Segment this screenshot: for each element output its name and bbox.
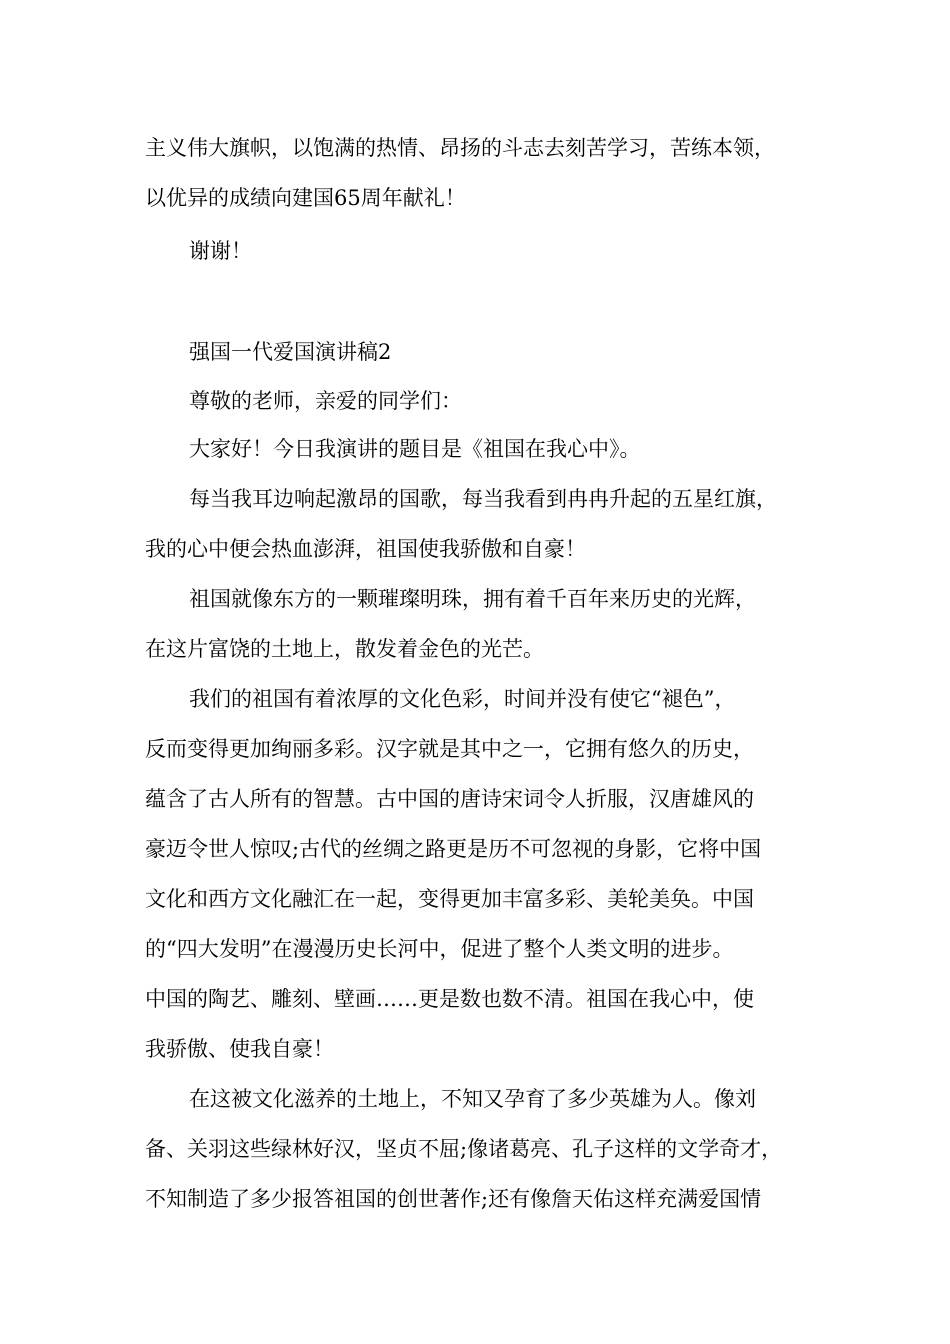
salutation [145, 376, 835, 426]
section-title [145, 327, 835, 377]
paragraph-line: 中国的陶艺、雕刻、壁画……更是数也数不清。祖国在我心中，使 [145, 987, 754, 1011]
thanks-line [145, 226, 835, 276]
paragraph-line: 不知制造了多少报答祖国的创世著作;还有像詹天佑这样充满爱国情 [145, 1187, 762, 1211]
paragraph-line: 尊敬的老师，亲爱的同学们： [189, 389, 462, 413]
paragraph-line: 备、关羽这些绿林好汉，坚贞不屈;像诸葛亮、孔子这样的文学奇才， [145, 1137, 783, 1161]
paragraph-line: 谢谢！ [189, 239, 252, 263]
paragraph-line: 祖国就像东方的一颗璀璨明珠，拥有着千百年来历史的光辉， [189, 587, 756, 611]
paragraph-line: 的“四大发明”在漫漫历史长河中，促进了整个人类文明的进步。 [145, 937, 734, 961]
paragraph-line: 蕴含了古人所有的智慧。古中国的唐诗宋词令人折服，汉唐雄风的 [145, 787, 754, 811]
paragraph-line: 我的心中便会热血澎湃，祖国使我骄傲和自豪！ [145, 537, 586, 561]
pearl-paragraph [145, 574, 835, 674]
paragraph-line: 反而变得更加绚丽多彩。汉字就是其中之一，它拥有悠久的历史， [145, 737, 754, 761]
paragraph-line: 在这片富饶的土地上，散发着金色的光芒。 [145, 637, 544, 661]
paragraph-line: 以优异的成绩向建国65周年献礼！ [145, 186, 466, 210]
paragraph-line: 大家好！今日我演讲的题目是《祖国在我心中》。 [189, 437, 641, 461]
heroes-paragraph [145, 1074, 835, 1224]
opening-paragraph [145, 424, 835, 474]
paragraph-line: 主义伟大旗帜，以饱满的热情、昂扬的斗志去刻苦学习，苦练本领， [145, 136, 775, 160]
paragraph-line: 每当我耳边响起激昂的国歌，每当我看到冉冉升起的五星红旗， [189, 487, 777, 511]
section-title-text: 强国一代爱国演讲稿2 [189, 340, 392, 364]
paragraph-line: 豪迈令世人惊叹;古代的丝绸之路更是历不可忽视的身影，它将中国 [145, 837, 762, 861]
paragraph-line: 我骄傲、使我自豪！ [145, 1037, 334, 1061]
paragraph-line: 我们的祖国有着浓厚的文化色彩，时间并没有使它“褪色”， [189, 687, 736, 711]
paragraph-line: 在这被文化滋养的土地上，不知又孕育了多少英雄为人。像刘 [189, 1087, 756, 1111]
culture-paragraph [145, 674, 835, 1074]
anthem-paragraph [145, 474, 835, 574]
closing-paragraph [145, 123, 835, 223]
paragraph-line: 文化和西方文化融汇在一起，变得更加丰富多彩、美轮美奂。中国 [145, 887, 754, 911]
